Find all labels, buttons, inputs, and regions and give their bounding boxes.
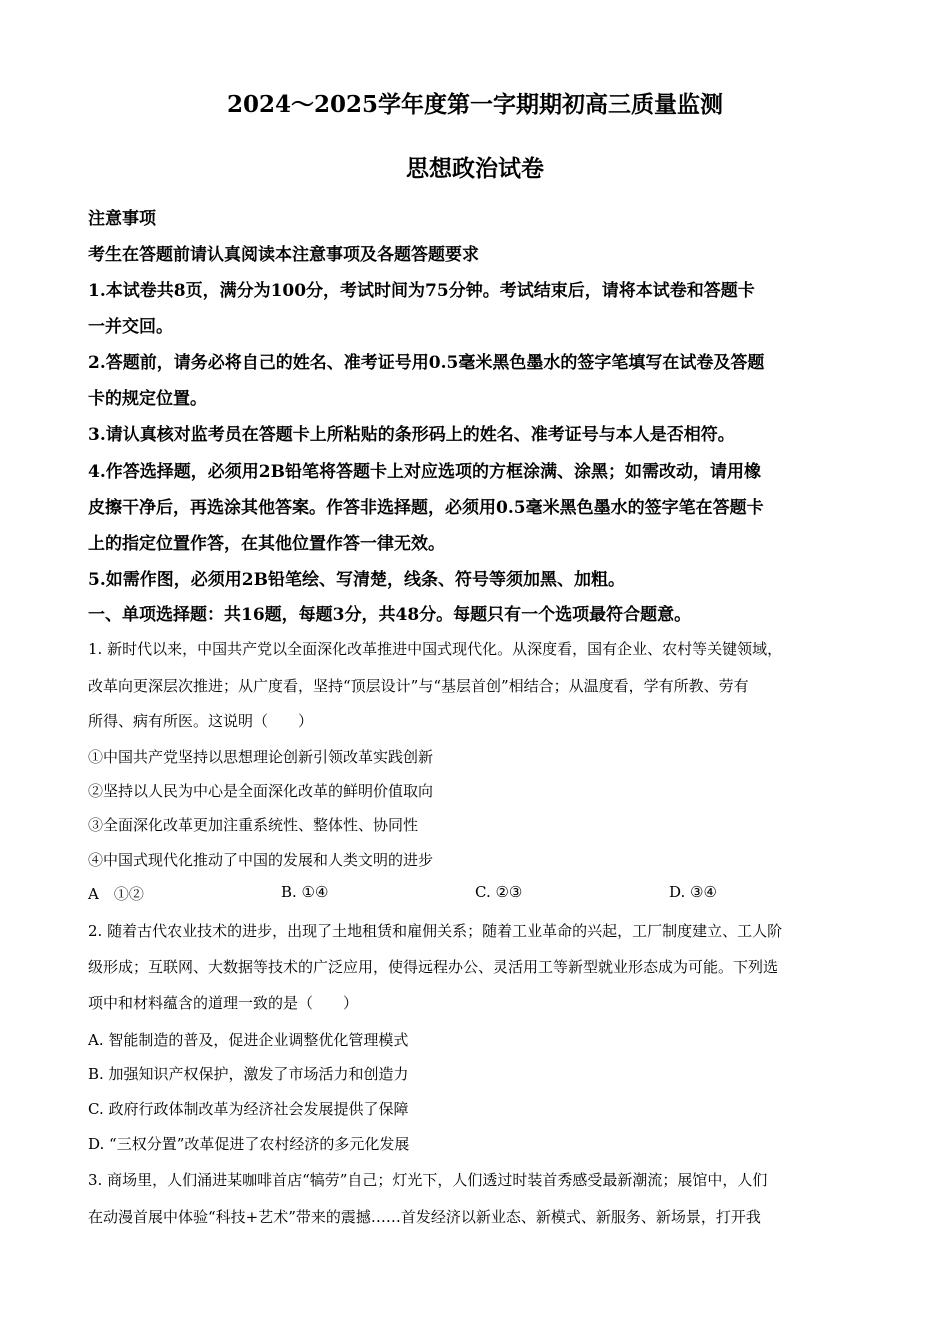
question-1-option-d: D. ③④ <box>669 883 717 901</box>
notice-line: 2.答题前，请务必将自己的姓名、准考证号用0.5毫米黑色墨水的签字笔填写在试卷及答题 <box>88 353 765 373</box>
notice-intro: 考生在答题前请认真阅读本注意事项及各题答题要求 <box>88 245 479 265</box>
question-2-text: 项中和材料蕴含的道理一致的是（ ） <box>88 994 359 1012</box>
question-1-option-c: C. ②③ <box>475 883 523 901</box>
question-1-statement: ④中国式现代化推动了中国的发展和人类文明的进步 <box>88 851 434 869</box>
question-1-option-a: A ①② <box>88 885 144 903</box>
notice-line: 上的指定位置作答，在其他位置作答一律无效。 <box>88 534 445 554</box>
notice-line: 皮擦干净后，再选涂其他答案。作答非选择题，必须用0.5毫米黑色墨水的签字笔在答题卡 <box>88 498 764 518</box>
question-1-statement: ③全面深化改革更加注重系统性、整体性、协同性 <box>88 816 419 834</box>
question-2-option-a: A. 智能制造的普及，促进企业调整优化管理模式 <box>88 1031 409 1049</box>
question-1-text: 1. 新时代以来，中国共产党以全面深化改革推进中国式现代化。从深度看，国有企业、农村等关键领域， <box>88 640 783 658</box>
question-2-option-d: D. “三权分置”改革促进了农村经济的多元化发展 <box>88 1135 410 1153</box>
question-1-option-b: B. ①④ <box>281 883 329 901</box>
question-1-statement: ②坚持以人民为中心是全面深化改革的鲜明价值取向 <box>88 782 434 800</box>
notice-heading: 注意事项 <box>88 209 156 229</box>
question-2-text: 级形成；互联网、大数据等技术的广泛应用，使得远程办公、灵活用工等新型就业形态成为可能。下列选 <box>88 958 779 976</box>
question-2-option-b: B. 加强知识产权保护，激发了市场活力和创造力 <box>88 1065 409 1083</box>
question-3-text: 在动漫首展中体验“科技+艺术”带来的震撼……首发经济以新业态、新模式、新服务、新场景，打开我 <box>88 1208 761 1226</box>
question-3-text: 3. 商场里，人们涌进某咖啡首店“犒劳”自己；灯光下，人们透过时装首秀感受最新潮流；展馆中，人们 <box>88 1171 768 1189</box>
question-2-option-c: C. 政府行政体制改革为经济社会发展提供了保障 <box>88 1100 409 1118</box>
notice-line: 5.如需作图，必须用2B铅笔绘、写清楚，线条、符号等须加黑、加粗。 <box>88 570 625 590</box>
question-1-statement: ①中国共产党坚持以思想理论创新引领改革实践创新 <box>88 748 434 766</box>
notice-line: 卡的规定位置。 <box>88 389 207 409</box>
notice-line: 3.请认真核对监考员在答题卡上所粘贴的条形码上的姓名、准考证号与本人是否相符。 <box>88 425 735 445</box>
notice-line: 4.作答选择题，必须用2B铅笔将答题卡上对应选项的方框涂满、涂黑；如需改动，请用橡 <box>88 462 761 482</box>
question-1-text: 改革向更深层次推进；从广度看，坚持“顶层设计”与“基层首创”相结合；从温度看，学有所教、劳有 <box>88 677 749 695</box>
question-1-text: 所得、病有所医。这说明（ ） <box>88 712 314 730</box>
notice-line: 一并交回。 <box>88 317 173 337</box>
question-2-text: 2. 随着古代农业技术的进步，出现了土地租赁和雇佣关系；随着工业革命的兴起，工厂制度建立、工人阶 <box>88 922 783 940</box>
notice-line: 1.本试卷共8页，满分为100分，考试时间为75分钟。考试结束后，请将本试卷和答题卡 <box>88 281 755 301</box>
exam-title: 2024～2025学年度第一字期期初高三质量监测 <box>226 91 724 118</box>
exam-subject: 思想政治试卷 <box>406 155 544 182</box>
section-heading: 一、单项选择题：共16题，每题3分，共48分。每题只有一个选项最符合题意。 <box>88 605 692 625</box>
